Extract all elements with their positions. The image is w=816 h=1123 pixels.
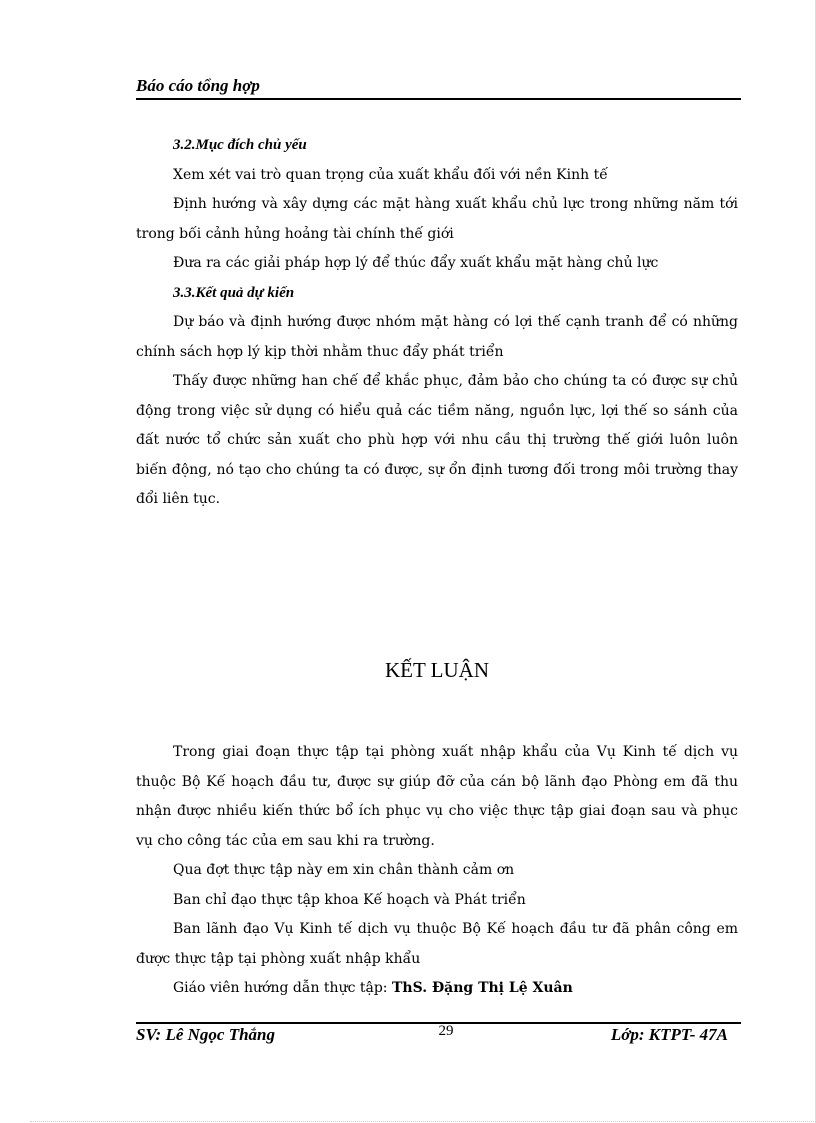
header-title: Báo cáo tổng hợp <box>136 76 260 95</box>
conclusion-body <box>136 738 738 1004</box>
footer-class: Lớp: KTPT- 47A <box>610 1025 728 1044</box>
conclusion-paragraph-1: Trong giai đoạn thực tập tại phòng xuất nhập khẩu của Vụ Kinh tế dịch vụ thuộc Bộ Kế hoạch đầu tư, được sự giúp đỡ của cán bộ lãnh đạo Phòng em đã thu nhận được nhiều kiến thức bổ ích phục vụ cho việc thực tập giai đoạn sau và phục vụ cho công tác của em sau khi ra trường. <box>136 744 738 849</box>
main-content <box>136 131 738 515</box>
section-3-3-paragraph-1: Dự báo và định hướng được nhóm mặt hàng có lợi thế cạnh tranh để có những chính sách hợp lý kịp thời nhằm thuc đẩy phát triển <box>136 314 738 360</box>
section-3-3-heading: 3.3.Kết quả dự kiến <box>173 284 295 301</box>
conclusion-paragraph-4: Ban lãnh đạo Vụ Kinh tế dịch vụ thuộc Bộ Kế hoạch đầu tư đã phân công em được thực tập tại phòng xuất nhập khẩu <box>136 921 738 967</box>
page-footer <box>136 1025 728 1049</box>
footer-student: SV: Lê Ngọc Thắng <box>136 1025 275 1044</box>
conclusion-title: KẾT LUẬN <box>384 658 489 682</box>
section-3-2-heading: 3.2.Mục đích chủ yếu <box>173 137 307 153</box>
conclusion-paragraph-2: Qua đợt thực tập này em xin chân thành cảm ơn <box>173 862 515 878</box>
section-3-2-paragraph-1: Xem xét vai trò quan trọng của xuất khẩu đối với nền Kinh tế <box>173 166 608 183</box>
section-3-2-paragraph-2: Định hướng và xây dựng các mặt hàng xuất khẩu chủ lực trong những năm tới trong bối cảnh hủng hoảng tài chính thế giới <box>136 196 738 242</box>
advisor-name: ThS. Đặng Thị Lệ Xuân <box>391 980 573 996</box>
advisor-line <box>136 974 738 1004</box>
page-number: 29 <box>438 1023 454 1039</box>
section-3-3-paragraph-2: Thấy được những han chế để khắc phục, đảm bảo cho chúng ta có được sự chủ động trong việc sử dụng có hiểu quả các tiềm năng, nguồn lực, lợi thế so sánh của đất nước tổ chức sản xuất cho phù hợp với nhu cầu thị trường thế giới luôn luôn biến động, nó tạo cho chúng ta có được, sự ổn định tương đối trong môi trường thay đổi liên tục. <box>136 373 738 507</box>
advisor-label: Giáo viên hướng dẫn thực tập: <box>173 980 392 996</box>
page-bottom-border <box>30 1121 816 1122</box>
section-3-2-paragraph-3: Đưa ra các giải pháp hợp lý để thúc đẩy xuất khẩu mặt hàng chủ lực <box>173 255 659 271</box>
conclusion-paragraph-3: Ban chỉ đạo thực tập khoa Kế hoạch và Phát triển <box>173 891 526 908</box>
page-header <box>136 76 741 100</box>
